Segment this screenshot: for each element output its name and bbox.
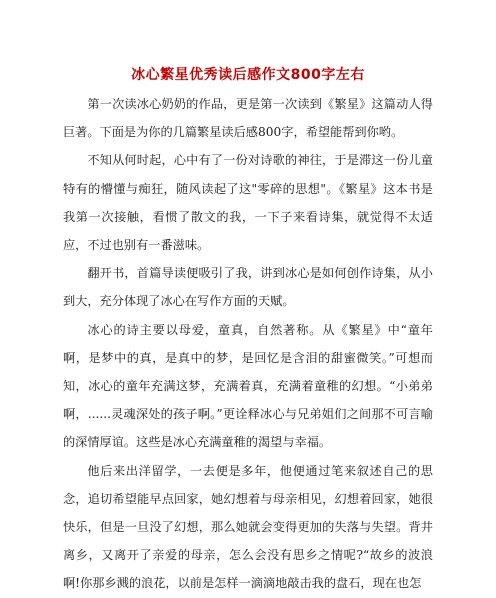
paragraph: 他后来出洋留学，一去便是多年，他便通过笔来叙述自己的思念，追切希望能早点回家，她幻想着与母亲相见，幻想着回家，她很快乐，但是一旦没了幻想，那么她就会变得更加的失落与失望。背井离乡，又离开了亲爱的母亲，怎么会没有思乡之情呢?“故乡的波浪啊!你那乡溅的浪花，以前是怎样一滴滴地敲击我的盘石，现在也怎 [63,463,433,591]
paragraph: 第一次读冰心奶奶的作品，更是第一次读到《繁星》这篇动人得巨著。下面是为你的几篇繁星读后感800字，希望能帮到你哟。 [63,97,433,140]
document-body [63,90,433,598]
document-title: 冰心繁星优秀读后感作文800字左右 [131,67,365,83]
paragraph: 不知从何时起，心中有了一份对诗歌的神往，于是滞这一份儿童特有的懵懂与痴狂，随风读起了这"零碎的思想"。《繁星》这本书是我第一次接触，看惯了散文的我，一下子来看诗集，就觉得不太适应，不过也别有一番滋味。 [63,153,433,253]
paragraph: 冰心的诗主要以母爱，童真，自然著称。从《繁星》中“童年啊，是梦中的真，是真中的梦，是回忆是含泪的甜蜜微笑。”可想而知，冰心的童年充满这梦，充满着真，充满着童稚的幻想。“小弟弟啊，......灵魂深处的孩子啊。”更诠释冰心与兄弟姐们之间那不可言喻的深情厚谊。这些是冰心充满童稚的渴望与幸福。 [63,322,433,450]
paragraph: 翻开书，首篇导读便吸引了我，讲到冰心是如何创作诗集，从小到大，充分体现了冰心在写作方面的天赋。 [63,266,433,309]
